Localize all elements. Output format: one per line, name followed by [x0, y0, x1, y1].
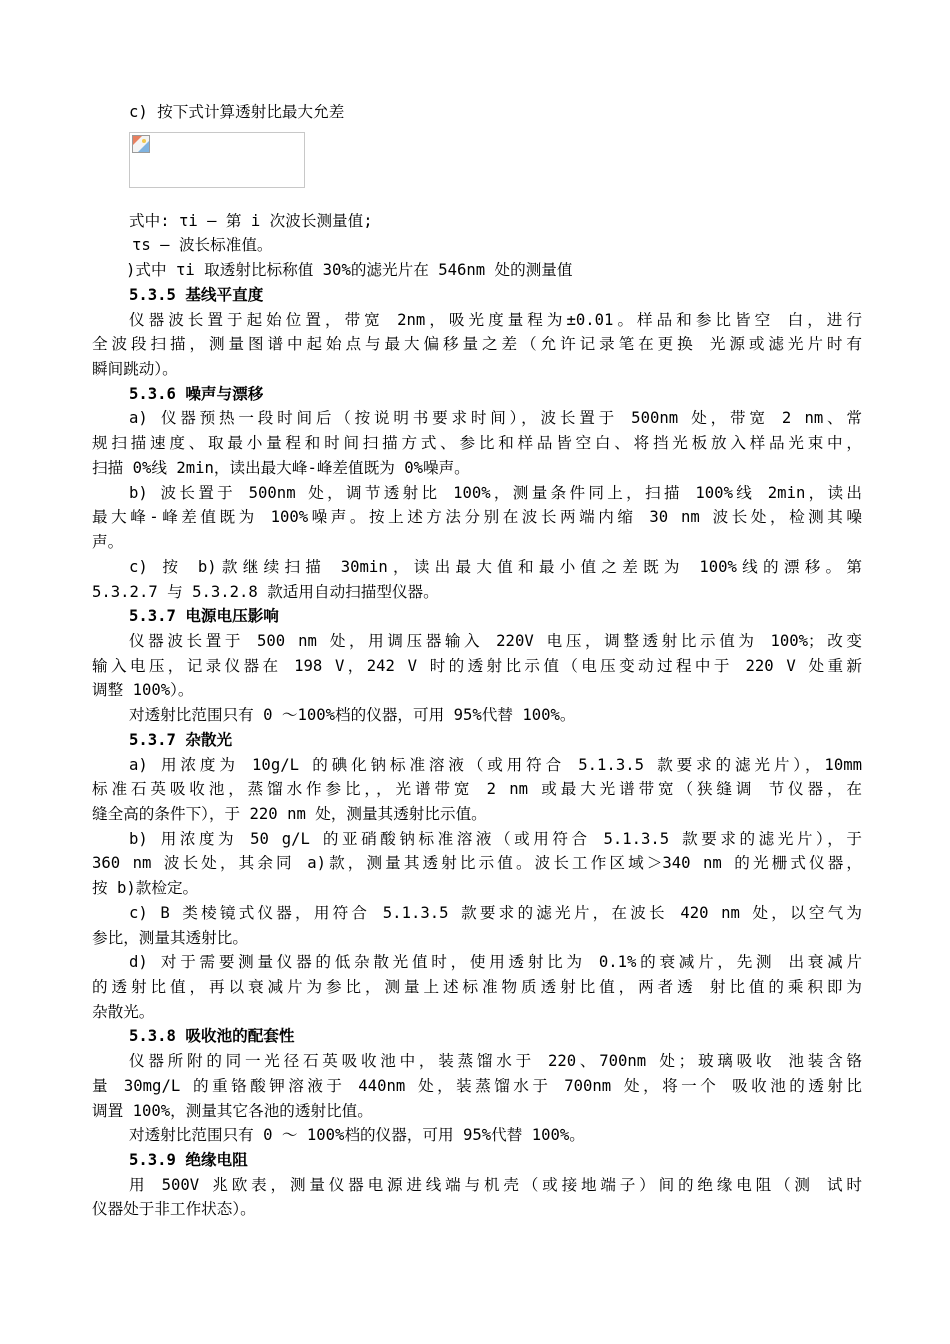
- paragraph-line: 仪器处于非工作状态）。: [92, 1200, 256, 1218]
- paragraph-line: 的透射比值，再以衰减片为参比，测量上述标准物质透射比值，两者透 射比值的乘积即为: [92, 978, 862, 996]
- section-heading: 5.3.7 电源电压影响: [129, 607, 279, 625]
- paragraph-line: 最大峰-峰差值既为 100%噪声。按上述方法分别在波长两端内缩 30 nm 波长处，检测其噪: [92, 508, 862, 526]
- broken-image-icon: [132, 135, 150, 153]
- paragraph-line: 按 b)款检定。: [92, 879, 199, 897]
- paragraph-line: 对透射比范围只有 0 ～100%档的仪器，可用 95%代替 100%。: [129, 706, 576, 724]
- paragraph-line: 瞬间跳动）。: [92, 360, 178, 378]
- paragraph-line: 参比，测量其透射比。: [92, 929, 248, 947]
- section-heading: 5.3.6 噪声与漂移: [129, 385, 264, 403]
- paragraph-line: d) 对于需要测量仪器的低杂散光值时，使用透射比为 0.1%的衰减片，先测 出衰减片: [129, 953, 862, 971]
- paragraph-line: a) 仪器预热一段时间后（按说明书要求时间），波长置于 500nm 处，带宽 2 nm、常: [129, 409, 862, 427]
- paragraph-line: 仪器波长置于 500 nm 处，用调压器输入 220V 电压，调整透射比示值为 100%；改变: [129, 632, 862, 650]
- formula-image-placeholder: [129, 132, 305, 188]
- paragraph-line: 声。: [92, 533, 124, 551]
- formula-legend-line: 式中: τi — 第 i 次波长测量值;: [129, 212, 373, 230]
- formula-legend-line: τs — 波长标准值。: [132, 236, 273, 254]
- paragraph-line: 5.3.2.7 与 5.3.2.8 款适用自动扫描型仪器。: [92, 583, 439, 601]
- paragraph-line: 调置 100%，测量其它各池的透射比值。: [92, 1102, 373, 1120]
- section-heading: 5.3.5 基线平直度: [129, 286, 264, 304]
- paragraph-line: 用 500V 兆欧表，测量仪器电源进线端与机壳（或接地端子）间的绝缘电阻（测 试时: [129, 1176, 862, 1194]
- paragraph-line: 杂散光。: [92, 1003, 155, 1021]
- paragraph-line: 360 nm 波长处，其余同 a)款，测量其透射比示值。波长工作区域＞340 nm 的光栅式仪器，: [92, 854, 862, 872]
- paragraph-line: a) 用浓度为 10g/L 的碘化钠标准溶液（或用符合 5.1.3.5 款要求的滤光片），10mm: [129, 756, 862, 774]
- paragraph-line: 仪器波长置于起始位置，带宽 2nm，吸光度量程为±0.01。样品和参比皆空 白，进行: [129, 311, 862, 329]
- formula-note-line: )式中 τi 取透射比标称值 30%的滤光片在 546nm 处的测量值: [126, 261, 573, 279]
- paragraph-line: 全波段扫描，测量图谱中起始点与最大偏移量之差（允许记录笔在更换 光源或滤光片时有: [92, 335, 862, 353]
- paragraph-line: 量 30mg/L 的重铬酸钾溶液于 440nm 处，装蒸馏水于 700nm 处，将一个 吸收池的透射比: [92, 1077, 862, 1095]
- paragraph-line: b) 用浓度为 50 g/L 的亚硝酸钠标准溶液（或用符合 5.1.3.5 款要求的滤光片），于: [129, 830, 862, 848]
- section-heading: 5.3.7 杂散光: [129, 731, 233, 749]
- paragraph-line: c) 按 b)款继续扫描 30min，读出最大值和最小值之差既为 100%线的漂移。第: [129, 558, 862, 576]
- paragraph-line: b) 波长置于 500nm 处，调节透射比 100%，测量条件同上，扫描 100%线 2min，读出: [129, 484, 862, 502]
- paragraph-line: 调整 100%）。: [92, 681, 194, 699]
- paragraph-line: 仪器所附的同一光径石英吸收池中，装蒸馏水于 220、700nm 处；玻璃吸收 池装含铬: [129, 1052, 862, 1070]
- paragraph-line: 扫描 0%线 2min，读出最大峰-峰差值既为 0%噪声。: [92, 459, 470, 477]
- paragraph-line: 标准石英吸收池，蒸馏水作参比，，光谱带宽 2 nm 或最大光谱带宽（狭缝调 节仪器，在: [92, 780, 862, 798]
- paragraph-line: 对透射比范围只有 0 ～ 100%档的仪器，可用 95%代替 100%。: [129, 1126, 585, 1144]
- section-heading: 5.3.9 绝缘电阻: [129, 1151, 248, 1169]
- section-heading: 5.3.8 吸收池的配套性: [129, 1027, 295, 1045]
- paragraph-line: 输入电压，记录仪器在 198 V，242 V 时的透射比示值（电压变动过程中于 220 V 处重新: [92, 657, 862, 675]
- step-c-intro: c) 按下式计算透射比最大允差: [129, 103, 345, 121]
- paragraph-line: 规扫描速度、取最小量程和时间扫描方式、参比和样品皆空白、将挡光板放入样品光束中，: [92, 434, 862, 452]
- paragraph-line: 缝全高的条件下），于 220 nm 处，测量其透射比示值。: [92, 805, 487, 823]
- paragraph-line: c) B 类棱镜式仪器，用符合 5.1.3.5 款要求的滤光片，在波长 420 nm 处，以空气为: [129, 904, 862, 922]
